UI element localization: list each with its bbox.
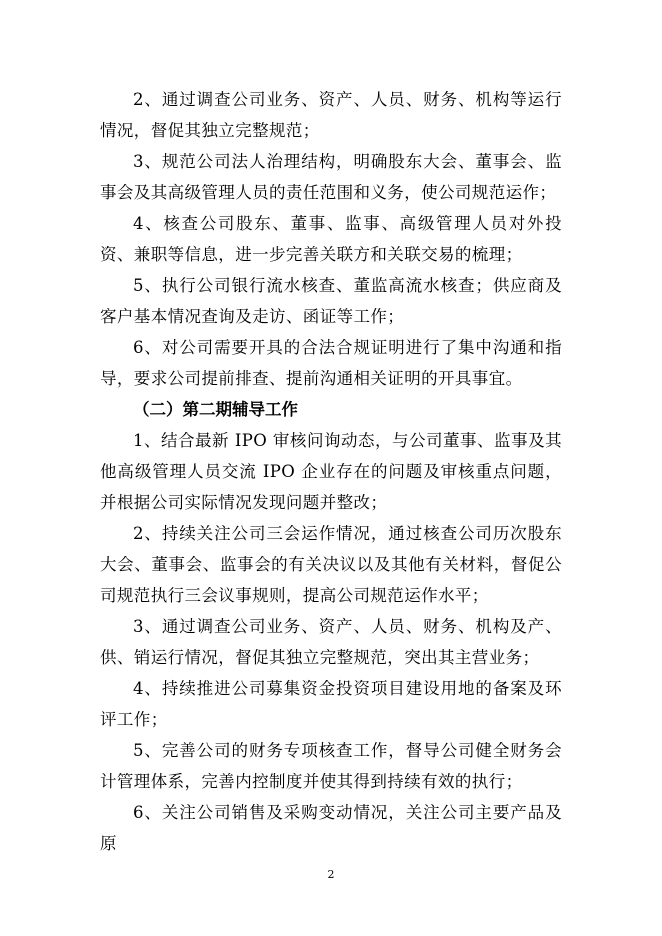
paragraph-2-6: 6、关注公司销售及采购变动情况，关注公司主要产品及原 [100,803,562,853]
page-body [100,84,562,859]
paragraph-2-2: 2、持续关注公司三会运作情况，通过核查公司历次股东大会、董事会、监事会的有关决议以及其他有关材料，督促公司规范执行三会议事规则，提高公司规范运作水平； [100,524,562,605]
paragraph-1-4: 4、核查公司股东、董事、监事、高级管理人员对外投资、兼职等信息，进一步完善关联方和关联交易的梳理； [100,214,562,264]
paragraph-1-5: 5、执行公司银行流水核查、董监高流水核查；供应商及客户基本情况查询及走访、函证等工作； [100,276,562,326]
paragraph-2-1: 1、结合最新 IPO 审核问询动态，与公司董事、监事及其他高级管理人员交流 IPO 企业存在的问题及审核重点问题，并根据公司实际情况发现问题并整改； [100,431,562,512]
paragraph-1-2: 2、通过调查公司业务、资产、人员、财务、机构等运行情况，督促其独立完整规范； [100,90,562,140]
paragraph-2-4: 4、持续推进公司募集资金投资项目建设用地的备案及环评工作； [100,679,562,729]
paragraph-1-3: 3、规范公司法人治理结构，明确股东大会、董事会、监事会及其高级管理人员的责任范围和义务，使公司规范运作； [100,152,562,202]
paragraph-2-3: 3、通过调查公司业务、资产、人员、财务、机构及产、供、销运行情况，督促其独立完整规范，突出其主营业务； [100,617,562,667]
paragraph-1-6: 6、对公司需要开具的合法合规证明进行了集中沟通和指导，要求公司提前排查、提前沟通相关证明的开具事宜。 [100,338,562,388]
section-heading: （二）第二期辅导工作 [133,400,298,419]
paragraph-2-5: 5、完善公司的财务专项核查工作，督导公司健全财务会计管理体系，完善内控制度并使其得到持续有效的执行； [100,741,562,791]
page-number: 2 [327,868,335,881]
